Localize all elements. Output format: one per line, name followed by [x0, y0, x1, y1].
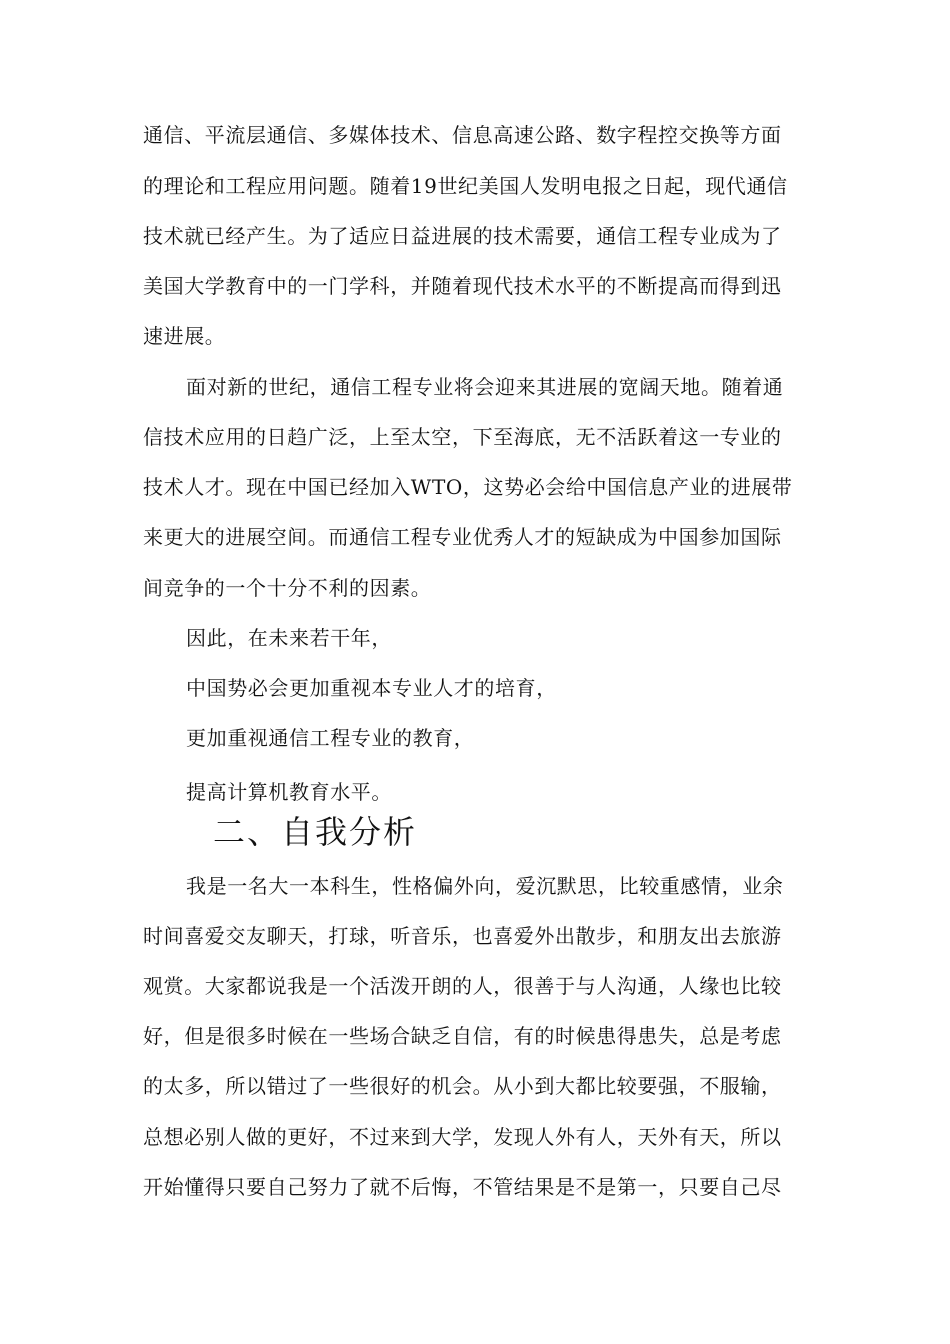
paragraph-2-line-5: 间竞争的一个十分不利的因素。 — [143, 576, 432, 600]
section-paragraph-line-1: 我是一名大一本科生，性格偏外向，爱沉默思，比较重感情，业余 — [186, 874, 784, 898]
paragraph-1-line-2: 的理论和工程应用问题。随着19世纪美国人发明电报之日起，现代通信 — [143, 174, 788, 198]
paragraph-1-line-3: 技术就已经产生。为了适应日益进展的技术需要，通信工程专业成为了 — [143, 224, 782, 248]
paragraph-3-line-3: 更加重视通信工程专业的教育， — [186, 726, 475, 750]
paragraph-2-line-2: 信技术应用的日趋广泛，上至太空，下至海底，无不活跃着这一专业的 — [143, 425, 782, 449]
paragraph-3-line-2: 中国势必会更加重视本专业人才的培育， — [186, 676, 557, 700]
paragraph-2-line-1: 面对新的世纪，通信工程专业将会迎来其进展的宽阔天地。随着通 — [186, 375, 784, 399]
paragraph-3-line-4: 提高计算机教育水平。 — [186, 780, 392, 804]
paragraph-2-line-3: 技术人才。现在中国已经加入WTO，这势必会给中国信息产业的进展带 — [143, 475, 793, 499]
paragraph-1-line-4: 美国大学教育中的一门学科，并随着现代技术水平的不断提高而得到迅 — [143, 274, 782, 298]
paragraph-1-line-1: 通信、平流层通信、多媒体技术、信息高速公路、数字程控交换等方面 — [143, 123, 782, 147]
section-paragraph-line-2: 时间喜爱交友聊天，打球，听音乐，也喜爱外出散步，和朋友出去旅游 — [143, 924, 782, 948]
section-paragraph-line-3: 观赏。大家都说我是一个活泼开朗的人，很善于与人沟通，人缘也比较 — [143, 974, 782, 998]
section-paragraph-line-5: 的太多，所以错过了一些很好的机会。从小到大都比较要强，不服输， — [143, 1074, 782, 1098]
section-paragraph-line-7: 开始懂得只要自己努力了就不后悔，不管结果是不是第一，只要自己尽 — [143, 1175, 782, 1199]
section-heading: 二、自我分析 — [213, 813, 418, 851]
paragraph-2-line-4: 来更大的进展空间。而通信工程专业优秀人才的短缺成为中国参加国际 — [143, 525, 782, 549]
section-paragraph-line-6: 总想必别人做的更好，不过来到大学，发现人外有人，天外有天，所以 — [143, 1125, 782, 1149]
section-paragraph-line-4: 好，但是很多时候在一些场合缺乏自信，有的时候患得患失，总是考虑 — [143, 1024, 782, 1048]
paragraph-1-line-5: 速进展。 — [143, 324, 226, 348]
paragraph-3-line-1: 因此，在未来若干年， — [186, 626, 392, 650]
